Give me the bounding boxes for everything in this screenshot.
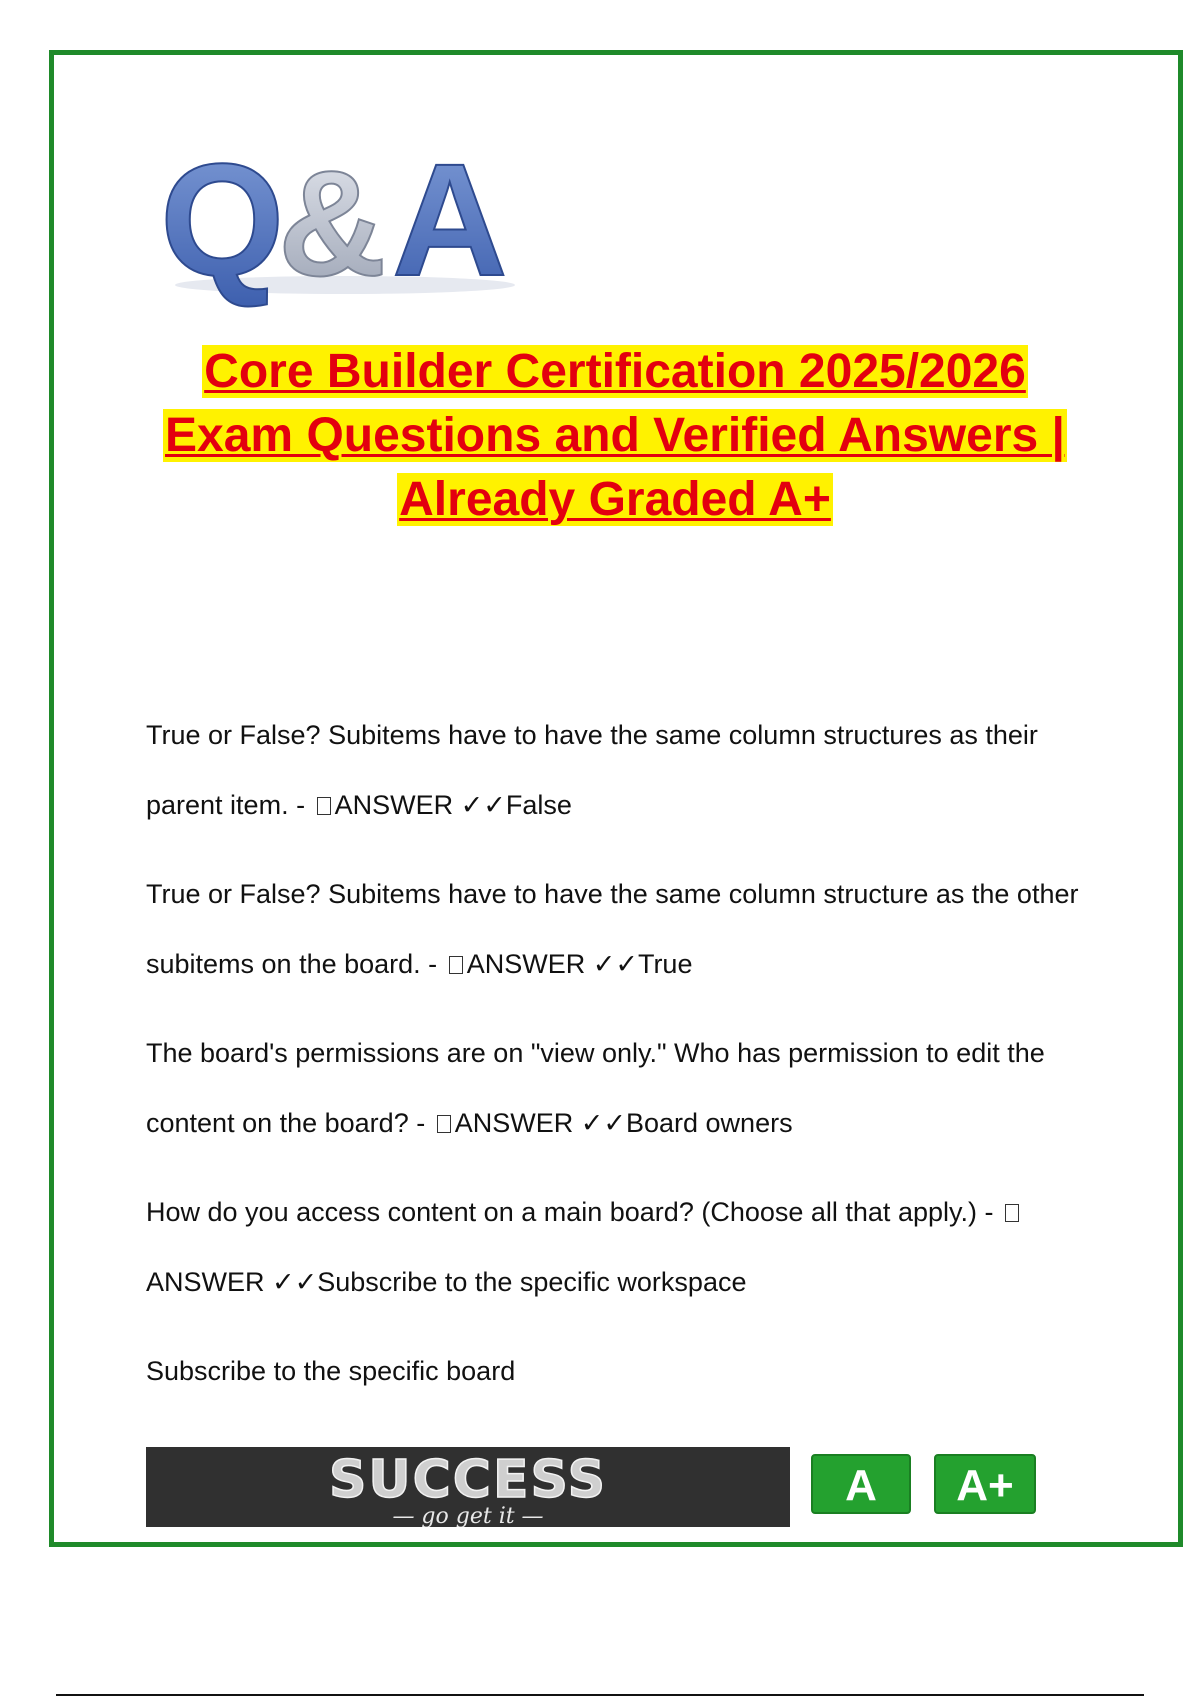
title-line-2: Exam Questions and Verified Answers |: [165, 409, 1065, 462]
question-text: The board's permissions are on "view only." Who has permission to edit the content on the board? -: [146, 1038, 1045, 1138]
grade-a-badge: A: [811, 1454, 911, 1514]
qa-item: [146, 1177, 1106, 1317]
title-line-1: Core Builder Certification 2025/2026: [204, 345, 1026, 398]
answer-label: ANSWER ✓✓: [466, 949, 638, 979]
qa-logo: [160, 125, 530, 310]
qa-continuation: Subscribe to the specific board: [146, 1356, 516, 1386]
missing-glyph-icon: [449, 956, 463, 974]
answer-label: ANSWER ✓✓: [454, 1108, 626, 1138]
logo-letter-a: A: [392, 130, 508, 309]
question-text: True or False? Subitems have to have the same column structure as the other subitems on the board. -: [146, 879, 1079, 979]
question-text: How do you access content on a main board? (Choose all that apply.) -: [146, 1197, 994, 1227]
qa-item: [146, 859, 1106, 999]
logo-ampersand: &: [278, 139, 387, 307]
answer-text: True: [637, 949, 693, 979]
qa-item: [146, 700, 1106, 840]
grade-a-plus-badge: A+: [934, 1454, 1036, 1514]
qa-item: [146, 1018, 1106, 1158]
success-banner: [146, 1447, 790, 1527]
question-text: True or False? Subitems have to have the same column structures as their parent item. -: [146, 720, 1038, 820]
qa-list: [146, 700, 1106, 1425]
banner-word: SUCCESS: [328, 1450, 608, 1510]
answer-text: Board owners: [625, 1108, 793, 1138]
document-title: [100, 340, 1130, 532]
missing-glyph-icon: [317, 797, 331, 815]
missing-glyph-icon: [437, 1115, 451, 1133]
footer-divider: [56, 1694, 1144, 1696]
answer-label: ANSWER ✓✓: [334, 790, 506, 820]
missing-glyph-icon: [1005, 1204, 1019, 1222]
title-line-3: Already Graded A+: [399, 473, 831, 526]
answer-text: Subscribe to the specific workspace: [317, 1267, 747, 1297]
logo-letter-q: Q: [160, 130, 285, 309]
answer-label: ANSWER ✓✓: [146, 1267, 318, 1297]
answer-text: False: [505, 790, 572, 820]
banner-tagline: — go get it —: [392, 1504, 544, 1527]
